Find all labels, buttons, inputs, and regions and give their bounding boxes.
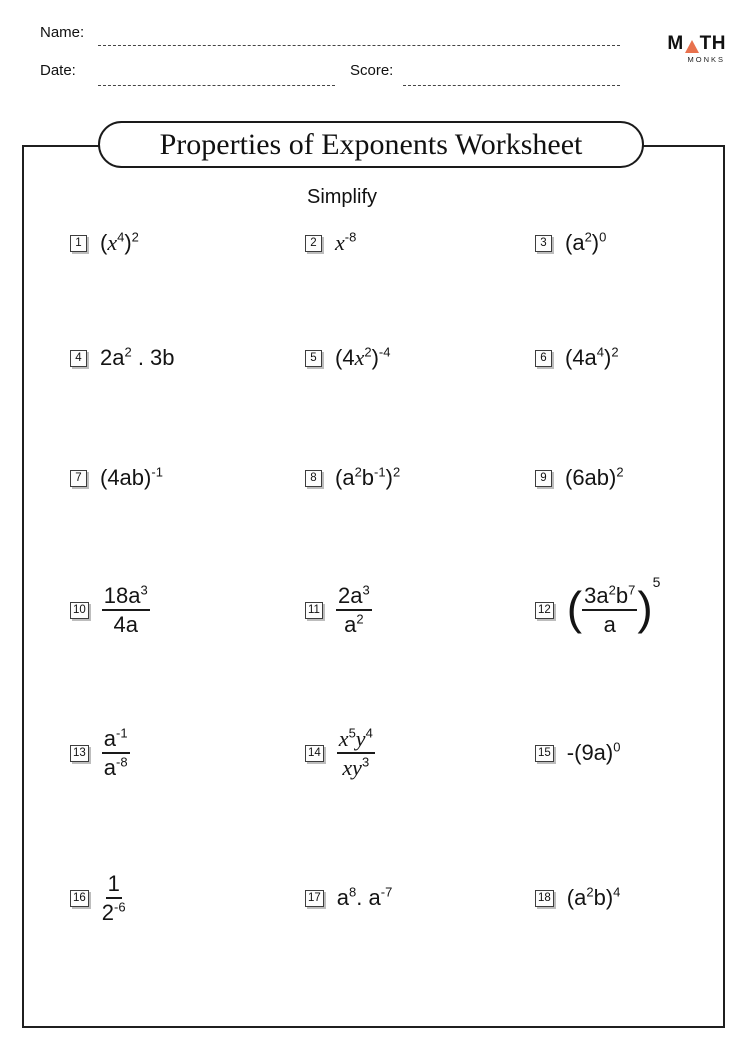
problem-expression: $\frac{a^{-1}}{a^{-8}}$: [103, 725, 128, 780]
problem-number-badge: 16: [70, 890, 89, 907]
problem-expression: $\frac{x^5y^4}{xy^3}$: [338, 725, 373, 780]
problem-7: [70, 463, 163, 493]
problem-number-badge: 2: [305, 235, 322, 252]
problem-expression: $x^{-8}$: [335, 229, 357, 255]
problem-16: [70, 866, 126, 930]
problem-number-badge: 1: [70, 235, 87, 252]
worksheet-title-pill: [98, 121, 644, 168]
problem-expression: $(4x^2)^{-4}$: [335, 344, 391, 370]
problem-number-badge: 9: [535, 470, 552, 487]
problem-expression: $(a^2)^0$: [565, 229, 607, 255]
problem-10: [70, 578, 150, 642]
problem-number-badge: 10: [70, 602, 89, 619]
problem-expression: ( $\frac{3a^2b^7}{a}$ )$^5$: [566, 574, 661, 637]
problem-6: [535, 343, 619, 373]
problem-2: [305, 228, 356, 258]
problem-number-badge: 6: [535, 350, 552, 367]
problem-expression: $(a^2b)^4$: [566, 884, 621, 910]
problem-18: [535, 883, 620, 913]
problem-number-badge: 7: [70, 470, 87, 487]
problem-expression: $(4ab)^{-1}$: [100, 464, 163, 490]
problem-number-badge: 15: [535, 745, 554, 762]
score-blank-line: [403, 85, 620, 86]
problem-number-badge: 13: [70, 745, 89, 762]
problem-number-badge: 5: [305, 350, 322, 367]
problem-5: [305, 343, 390, 373]
problem-12: [535, 574, 661, 642]
instruction-text: Simplify: [306, 186, 378, 208]
problem-expression: $2a^2$ . 3b: [100, 344, 175, 370]
problem-expression: $\frac{2a^3}{a^2}$: [337, 582, 370, 637]
problem-9: [535, 463, 624, 493]
problem-number-badge: 11: [305, 602, 323, 619]
logo-word-start: M: [667, 33, 684, 54]
problem-number-badge: 8: [305, 470, 322, 487]
problem-15: [535, 738, 620, 768]
problem-expression: $(6ab)^2$: [565, 464, 624, 490]
date-blank-line: [98, 85, 335, 86]
problem-3: [535, 228, 606, 258]
problem-8: [305, 463, 400, 493]
math-monks-logo: [646, 34, 726, 64]
problem-expression: $(a^2b^{-1})^2$: [335, 464, 401, 490]
problem-14: [305, 721, 375, 785]
problem-expression: $\frac{18a^3}{4a}$: [103, 582, 148, 637]
problem-17: [305, 883, 392, 913]
problem-expression: $a^8$. $a^{-7}$: [336, 884, 393, 910]
worksheet-title: Properties of Exponents Worksheet: [159, 127, 583, 161]
problem-13: [70, 721, 130, 785]
logo-subtitle: MONKS: [687, 55, 725, 64]
problem-number-badge: 3: [535, 235, 552, 252]
problem-number-badge: 18: [535, 890, 554, 907]
problem-expression: $(x^4)^2$: [100, 229, 139, 255]
logo-word-end: TH: [699, 33, 726, 54]
logo-wordmark: [646, 34, 726, 53]
score-label: Score:: [350, 62, 394, 79]
name-label: Name:: [40, 24, 85, 41]
problem-number-badge: 17: [305, 890, 324, 907]
problem-expression: $(4a^4)^2$: [565, 344, 619, 370]
problem-1: [70, 228, 139, 258]
problem-number-badge: 4: [70, 350, 87, 367]
problem-number-badge: 12: [535, 602, 554, 619]
date-label: Date:: [40, 62, 76, 79]
triangle-icon: [685, 40, 699, 53]
name-blank-line: [98, 45, 620, 46]
problem-expression: $\frac{1}{2^{-6}}$: [101, 870, 126, 925]
problem-4: [70, 343, 175, 373]
problem-number-badge: 14: [305, 745, 324, 762]
problem-expression: $-(9a)^0$: [566, 739, 621, 765]
problem-11: [305, 578, 372, 642]
